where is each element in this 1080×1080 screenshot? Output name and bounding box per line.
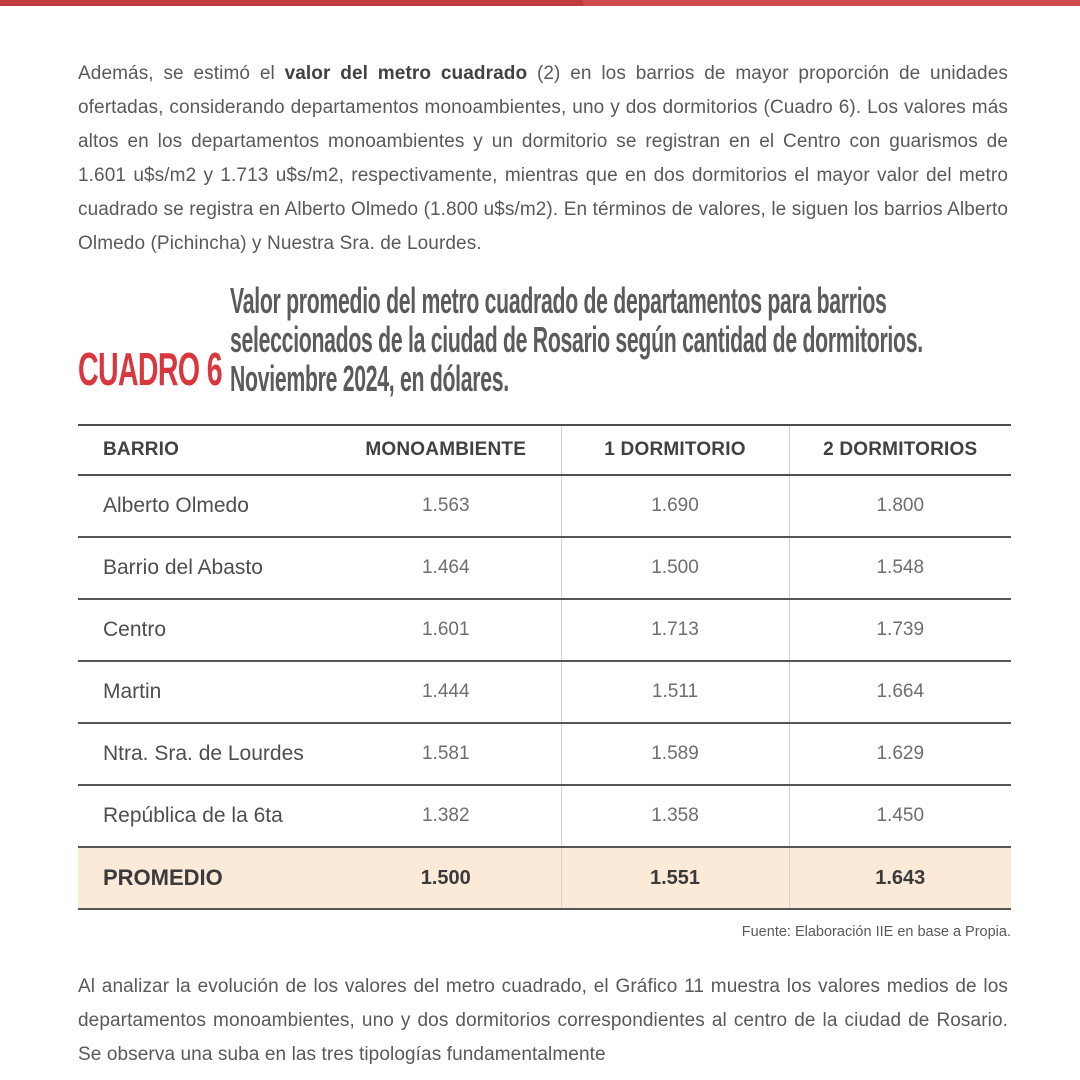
barrio-name: Martin (78, 661, 331, 723)
table-row (78, 723, 1011, 785)
value-1-dormitorio: 1.358 (561, 785, 789, 847)
price-table (78, 424, 1011, 910)
value-1-dormitorio: 1.690 (561, 475, 789, 537)
column-header-barrio: BARRIO (78, 425, 331, 475)
value-monoambiente: 1.581 (331, 723, 561, 785)
barrio-name: República de la 6ta (78, 785, 331, 847)
promedio-2-dormitorios: 1.643 (789, 847, 1011, 909)
table-row (78, 537, 1011, 599)
table-row (78, 661, 1011, 723)
page-content (0, 57, 1080, 1072)
barrio-name: Centro (78, 599, 331, 661)
barrio-name: Alberto Olmedo (78, 475, 331, 537)
value-2-dormitorios: 1.664 (789, 661, 1011, 723)
barrio-name: Ntra. Sra. de Lourdes (78, 723, 331, 785)
closing-paragraph: Al analizar la evolución de los valores del metro cuadrado, el Gráfico 11 muestra los valores medios de los departamentos monoambientes, uno y dos dormitorios correspondientes al centro de la ciudad de Rosario. Se observa una suba en las tres tipologías fundamentalmente (78, 976, 1008, 1065)
source-note: Fuente: Elaboración IIE en base a Propia. (741, 924, 1011, 940)
value-monoambiente: 1.464 (331, 537, 561, 599)
table-caption (78, 281, 1008, 398)
cuadro-number-label: CUADRO 6 (78, 343, 222, 395)
top-accent-bar (0, 0, 1080, 6)
intro-text-bold: valor del metro cuadrado (284, 63, 528, 84)
promedio-label: PROMEDIO (78, 847, 331, 909)
cuadro-title-wrap (230, 281, 1008, 398)
promedio-1-dormitorio: 1.551 (561, 847, 789, 909)
intro-paragraph (78, 57, 1008, 261)
value-1-dormitorio: 1.589 (561, 723, 789, 785)
intro-text-lead: Además, se estimó el (78, 63, 285, 84)
value-1-dormitorio: 1.500 (561, 537, 789, 599)
table-row (78, 475, 1011, 537)
value-1-dormitorio: 1.713 (561, 599, 789, 661)
column-header-monoambiente: MONOAMBIENTE (331, 425, 561, 475)
table-row (78, 785, 1011, 847)
cuadro-label-wrap (78, 343, 230, 398)
column-header-1-dormitorio: 1 DORMITORIO (561, 425, 789, 475)
value-monoambiente: 1.382 (331, 785, 561, 847)
intro-text-rest: (2) en los barrios de mayor proporción de unidades ofertadas, considerando departamentos monoambientes, uno y dos dormitorios (Cuadro 6). Los valores más altos en los departamentos monoambientes y un dormitorio se registran en el Centro con guarismos de 1.601 u$s/m2 y 1.713 u$s/m2, respectivamente, mientras que en dos dormitorios el mayor valor del metro cuadrado se registra en Alberto Olmedo (1.800 u$s/m2). En términos de valores, le siguen los barrios Alberto Olmedo (Pichincha) y Nuestra Sra. de Lourdes. (78, 63, 1008, 254)
value-2-dormitorios: 1.629 (789, 723, 1011, 785)
cuadro-title: Valor promedio del metro cuadrado de departamentos para barrios seleccionados de la ciudad de Rosario según cantidad de dormitorios. Noviembre 2024, en dólares. (230, 280, 923, 399)
value-1-dormitorio: 1.511 (561, 661, 789, 723)
value-2-dormitorios: 1.739 (789, 599, 1011, 661)
barrio-name: Barrio del Abasto (78, 537, 331, 599)
value-2-dormitorios: 1.548 (789, 537, 1011, 599)
value-2-dormitorios: 1.450 (789, 785, 1011, 847)
column-header-2-dormitorios: 2 DORMITORIOS (789, 425, 1011, 475)
value-monoambiente: 1.444 (331, 661, 561, 723)
table-row (78, 599, 1011, 661)
promedio-row (78, 847, 1011, 909)
promedio-monoambiente: 1.500 (331, 847, 561, 909)
value-2-dormitorios: 1.800 (789, 475, 1011, 537)
table-header-row (78, 425, 1011, 475)
value-monoambiente: 1.601 (331, 599, 561, 661)
value-monoambiente: 1.563 (331, 475, 561, 537)
